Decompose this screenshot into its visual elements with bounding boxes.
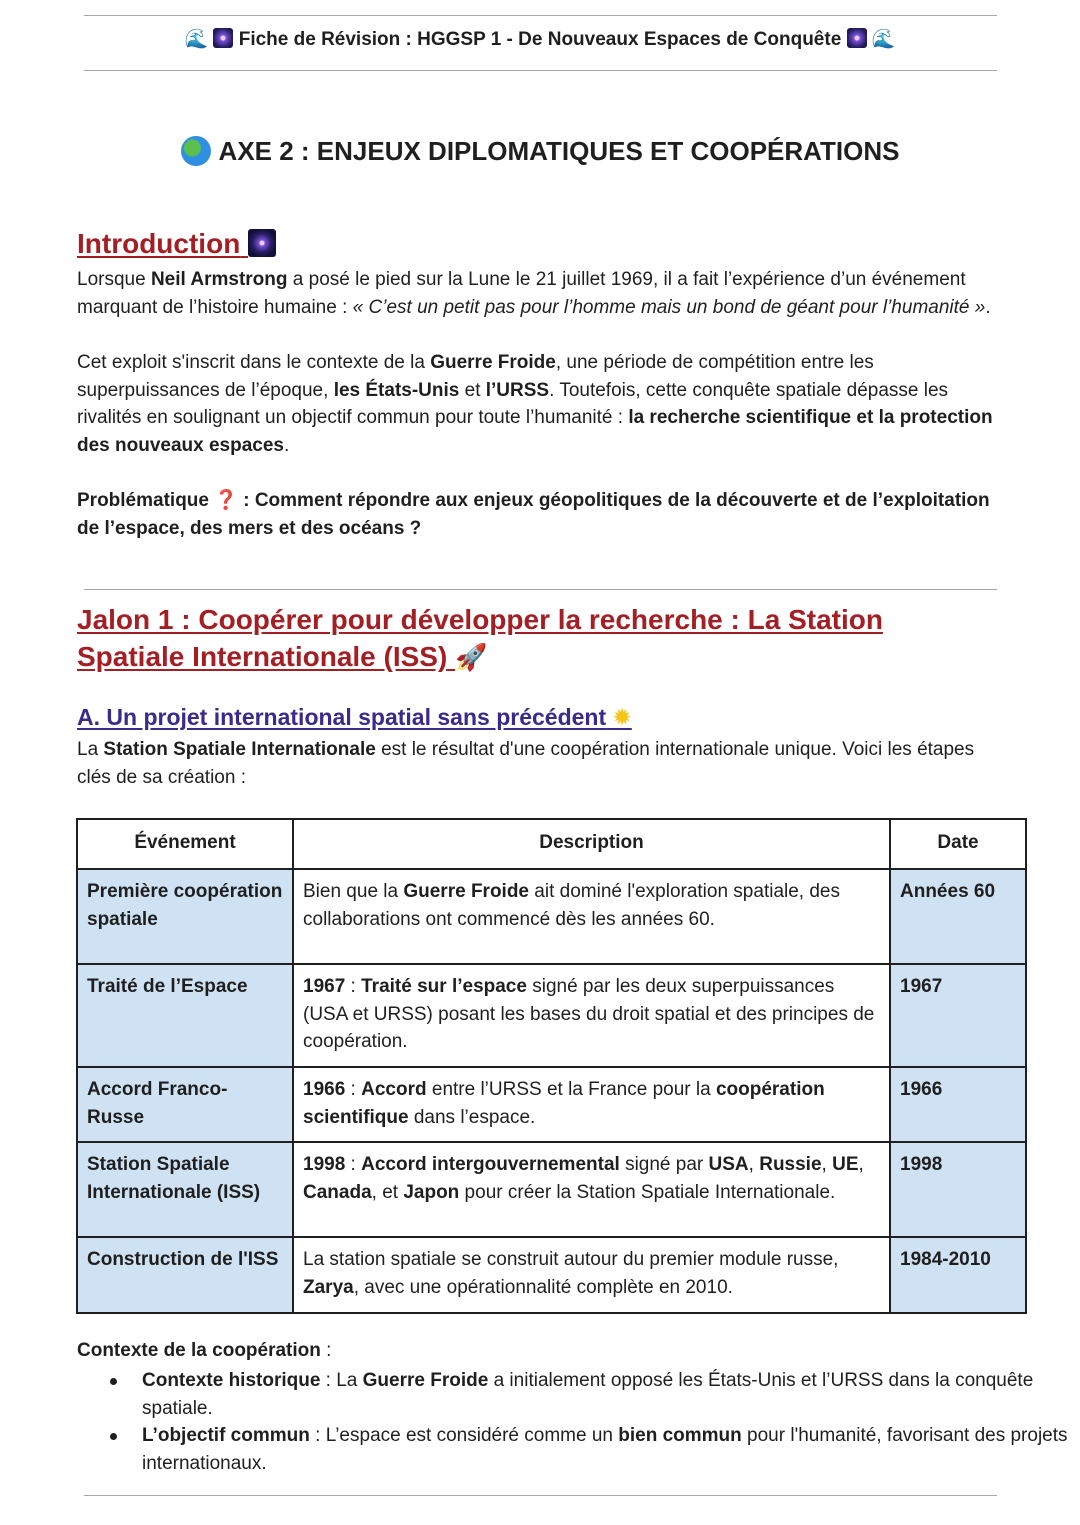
- text-run: pour créer la Station Spatiale Internationale.: [459, 1181, 836, 1203]
- problematique-label: Problématique: [77, 490, 209, 511]
- text-run: l’URSS: [485, 379, 550, 401]
- table-row: [77, 1142, 1026, 1237]
- text-run: Russie: [759, 1154, 822, 1175]
- text-run: dans l’espace.: [408, 1106, 536, 1128]
- text-run: coopération scientifique: [303, 1079, 825, 1128]
- table-row: [77, 869, 1026, 964]
- description-cell: [293, 1237, 890, 1313]
- text-run: Traité sur l’espace: [361, 976, 527, 997]
- question-mark-icon: ❓: [214, 490, 238, 511]
- date-cell: Années 60: [890, 869, 1026, 964]
- text-run: 1966: [303, 1079, 346, 1100]
- table-row: [77, 1237, 1026, 1313]
- text-run: Guerre Froide: [403, 881, 530, 902]
- event-cell: Première coopération spatiale: [77, 869, 293, 964]
- column-header-description: Description: [293, 819, 890, 869]
- text-run: a posé le pied sur la Lune le 21 juillet 1969, il a fait l’expérience d’un événement marquant de l’histoire humaine :: [77, 269, 966, 318]
- text-run: Guerre Froide: [362, 1370, 489, 1391]
- text-run: Contexte historique: [142, 1370, 321, 1391]
- text-run: :: [320, 1340, 332, 1361]
- text-run: Zarya: [303, 1276, 354, 1298]
- rocket-icon: 🚀: [455, 642, 488, 672]
- text-run: bien commun: [618, 1425, 742, 1447]
- intro-paragraph-1: [77, 266, 1007, 321]
- text-run: :: [345, 976, 362, 997]
- armstrong-quote: « C’est un petit pas pour l’homme mais un bond de géant pour l’humanité »: [352, 296, 986, 318]
- text-run: Accord intergouvernemental: [361, 1154, 620, 1175]
- context-list: [77, 1367, 1072, 1477]
- text-run: a initialement opposé les États-Unis et l’URSS dans la conquête spatiale.: [142, 1370, 1034, 1419]
- text-run: est le résultat d'une coopération internationale unique. Voici les étapes clés de sa création :: [77, 739, 975, 788]
- text-run: :: [345, 1079, 362, 1100]
- date-cell: 1966: [890, 1067, 1026, 1142]
- section-divider: [84, 589, 997, 590]
- text-run: ait dominé l'exploration spatiale, des collaborations ont commencé dès les années 60.: [303, 881, 840, 930]
- description-cell: [293, 869, 890, 964]
- text-run: .: [985, 296, 991, 318]
- text-run: Station Spatiale Internationale: [103, 739, 376, 760]
- intro-heading: [77, 228, 276, 260]
- event-cell: Construction de l'ISS: [77, 1237, 293, 1313]
- intro-paragraph-2: [77, 349, 1007, 459]
- globe-icon: [181, 136, 211, 166]
- text-run: , une période de compétition entre les superpuissances de l’époque,: [77, 352, 874, 401]
- text-run: Accord: [361, 1079, 427, 1100]
- event-cell: Station Spatiale Internationale (ISS): [77, 1142, 293, 1237]
- text-run: . Toutefois, cette conquête spatiale dépasse les rivalités en soulignant un objectif commun pour toute l’humanité :: [77, 379, 949, 429]
- sparkle-star-icon: ✹: [612, 704, 632, 730]
- context-heading: [77, 1340, 331, 1362]
- header-title: Fiche de Révision : HGGSP 1 - De Nouveaux Espaces de Conquête: [238, 29, 842, 50]
- page-header: [0, 27, 1080, 51]
- text-run: Lorsque: [77, 269, 151, 290]
- table-body: [77, 869, 1026, 1313]
- text-run: Guerre Froide: [430, 352, 556, 373]
- jalon-heading-text: Jalon 1 : Coopérer pour développer la recherche : La Station Spatiale Internationale (ISS): [77, 604, 883, 672]
- jalon-heading: [77, 601, 957, 676]
- text-run: La station spatiale se construit autour du premier module russe,: [303, 1249, 839, 1270]
- text-run: ,: [821, 1154, 833, 1175]
- text-run: : La: [320, 1370, 363, 1391]
- intro-heading-text: Introduction: [77, 228, 241, 259]
- table-row: [77, 964, 1026, 1067]
- axis-heading: [0, 136, 1080, 167]
- galaxy-icon: [847, 28, 867, 48]
- text-run: , avec une opérationnalité complète en 2010.: [353, 1276, 733, 1298]
- text-run: et: [459, 379, 486, 401]
- description-cell: [293, 964, 890, 1067]
- wave-icon: 🌊: [871, 29, 896, 50]
- text-run: UE: [832, 1154, 859, 1175]
- text-run: les États-Unis: [333, 379, 460, 401]
- text-run: la recherche scientifique et la protection des nouveaux espaces: [77, 407, 993, 456]
- text-run: 1998: [303, 1154, 346, 1175]
- text-run: pour l'humanité, favorisant des projets internationaux.: [142, 1425, 1068, 1474]
- column-header-date: Date: [890, 819, 1026, 869]
- table-header-row: [77, 819, 1026, 869]
- text-run: Neil Armstrong: [150, 269, 288, 290]
- header-divider: [84, 70, 997, 71]
- subsection-heading: [77, 704, 632, 731]
- list-item: [142, 1422, 1072, 1477]
- text-run: Cet exploit s'inscrit dans le contexte de la: [77, 352, 431, 373]
- iss-timeline-table: [76, 818, 1027, 1314]
- galaxy-icon: [248, 229, 276, 257]
- text-run: ,: [748, 1154, 760, 1175]
- galaxy-icon: [213, 28, 233, 48]
- list-item: [142, 1367, 1072, 1422]
- wave-icon: 🌊: [184, 29, 209, 50]
- text-run: :: [345, 1154, 362, 1175]
- text-run: , et: [371, 1181, 404, 1203]
- text-run: .: [284, 434, 290, 456]
- text-run: 1967: [303, 976, 346, 997]
- event-cell: Traité de l’Espace: [77, 964, 293, 1067]
- description-cell: [293, 1067, 890, 1142]
- context-heading-text: Contexte de la coopération: [77, 1340, 321, 1361]
- text-run: Japon: [403, 1181, 460, 1203]
- text-run: L’objectif commun: [142, 1425, 310, 1447]
- table-row: [77, 1067, 1026, 1142]
- event-cell: Accord Franco-Russe: [77, 1067, 293, 1142]
- text-run: entre l’URSS et la France pour la: [426, 1079, 716, 1100]
- problematique: [77, 487, 1007, 542]
- text-run: La: [77, 739, 104, 760]
- text-run: USA: [708, 1154, 749, 1175]
- bottom-divider: [84, 1495, 997, 1496]
- subsection-heading-text: A. Un projet international spatial sans précédent: [77, 704, 607, 730]
- description-cell: [293, 1142, 890, 1237]
- date-cell: 1998: [890, 1142, 1026, 1237]
- problematique-text: : Comment répondre aux enjeux géopolitiques de la découverte et de l’exploitation de l’espace, des mers et des océans ?: [77, 490, 990, 539]
- jalon-lead: [77, 736, 1007, 791]
- axis-title-text: AXE 2 : ENJEUX DIPLOMATIQUES ET COOPÉRATIONS: [218, 136, 900, 166]
- text-run: signé par les deux superpuissances (USA et URSS) posant les bases du droit spatial et des principes de coopération.: [303, 976, 875, 1053]
- top-divider: [84, 15, 997, 16]
- text-run: signé par: [619, 1154, 709, 1175]
- date-cell: 1984-2010: [890, 1237, 1026, 1313]
- date-cell: 1967: [890, 964, 1026, 1067]
- column-header-event: Événement: [77, 819, 293, 869]
- text-run: Bien que la: [303, 881, 404, 902]
- text-run: : L’espace est considéré comme un: [309, 1425, 619, 1447]
- text-run: ,: [858, 1154, 864, 1175]
- text-run: Canada: [303, 1181, 372, 1203]
